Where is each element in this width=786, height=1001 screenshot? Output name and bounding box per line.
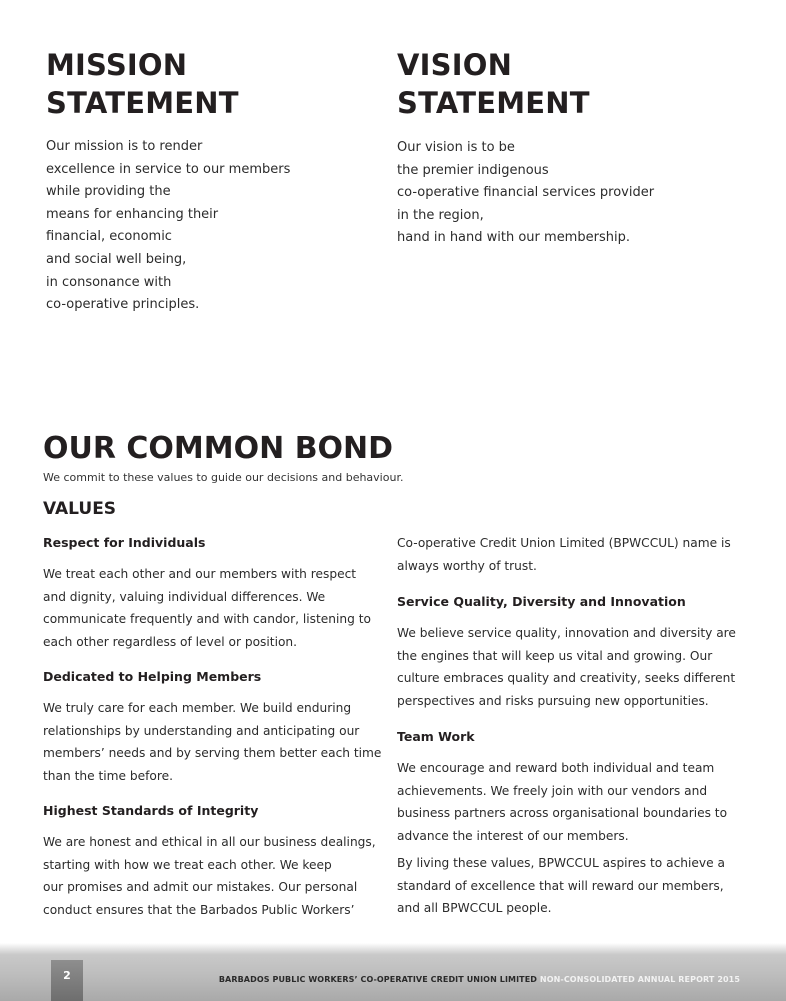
values-right-column [397, 532, 742, 920]
vision-title [397, 46, 590, 122]
value-line: and all BPWCCUL people. [397, 901, 552, 915]
value-line: achievements. We freely join with our vendors and [397, 783, 708, 798]
value-line: members’ needs and by serving them better each time [43, 746, 382, 760]
footer-report-name: NON-CONSOLIDATED ANNUAL REPORT 2015 [539, 975, 740, 984]
value-line: and dignity, valuing individual differences. We [43, 589, 326, 604]
value-line: than the time before. [43, 768, 173, 783]
mission-title-line: MISSION [46, 48, 188, 82]
value-line: Co-operative Credit Union Limited (BPWCCUL) name is [397, 536, 731, 550]
mission-line: financial, economic [46, 229, 172, 245]
footer-text [219, 975, 740, 984]
value-line: We truly care for each member. We build enduring [43, 701, 352, 715]
value-line: We treat each other and our members with respect [43, 567, 357, 581]
mission-line: and social well being, [46, 251, 187, 267]
value-line: culture embraces quality and creativity, seeks different [397, 671, 736, 685]
value-text [43, 563, 388, 653]
value-line: communicate frequently and with candor, listening to [43, 612, 371, 626]
common-bond-subtitle: We commit to these values to guide our decisions and behaviour. [43, 471, 404, 484]
vision-line: Our vision is to be [397, 140, 515, 155]
common-bond-title: OUR COMMON BOND [43, 431, 394, 466]
value-line: each other regardless of level or position. [43, 634, 298, 649]
value-line: the engines that will keep us vital and growing. Our [397, 648, 713, 663]
value-helping-members [43, 668, 388, 787]
vision-title-line: VISION [397, 48, 513, 82]
value-line: conduct ensures that the Barbados Public Workers’ [43, 902, 355, 917]
value-line: We are honest and ethical in all our business dealings, [43, 835, 376, 849]
value-text [397, 757, 742, 847]
value-line: By living these values, BPWCCUL aspires to achieve a [397, 856, 725, 870]
value-text [43, 831, 388, 921]
value-line: We believe service quality, innovation and diversity are [397, 626, 736, 640]
value-line: starting with how we treat each other. We keep [43, 857, 332, 872]
mission-line: means for enhancing their [46, 206, 219, 222]
page-number: 2 [51, 960, 83, 1001]
footer-org-name: BARBADOS PUBLIC WORKERS’ CO-OPERATIVE CREDIT UNION LIMITED [218, 975, 538, 984]
value-heading: Respect for Individuals [43, 535, 206, 550]
value-heading: Highest Standards of Integrity [43, 803, 259, 818]
value-heading: Team Work [397, 729, 475, 744]
mission-line: excellence in service to our members [46, 161, 291, 177]
value-text [43, 697, 388, 787]
vision-line: the premier indigenous [397, 162, 549, 178]
value-line: standard of excellence that will reward our members, [397, 878, 724, 893]
value-line: our promises and admit our mistakes. Our personal [43, 880, 358, 894]
value-respect [43, 534, 388, 653]
vision-text [397, 137, 654, 250]
value-team-work [397, 728, 742, 847]
vision-line: in the region, [397, 207, 484, 223]
values-heading: VALUES [43, 499, 117, 519]
value-line: We encourage and reward both individual and team [397, 761, 715, 775]
value-line: always worthy of trust. [397, 558, 537, 573]
mission-line: while providing the [46, 184, 171, 200]
value-service-quality [397, 593, 742, 712]
mission-title [46, 46, 239, 122]
value-line: advance the interest of our members. [397, 828, 629, 843]
value-heading: Service Quality, Diversity and Innovation [397, 594, 686, 609]
values-left-column [43, 534, 388, 921]
value-line: relationships by understanding and anticipating our [43, 723, 360, 738]
value-continuation-text [397, 532, 742, 577]
value-line: business partners across organisational boundaries to [397, 806, 728, 820]
value-integrity [43, 802, 388, 921]
mission-line: co-operative principles. [46, 297, 200, 313]
vision-line: hand in hand with our membership. [397, 230, 630, 246]
vision-title-line: STATEMENT [397, 86, 590, 120]
vision-line: co-operative financial services provider [397, 185, 655, 201]
mission-text [46, 136, 290, 317]
value-heading: Dedicated to Helping Members [43, 669, 262, 684]
mission-title-line: STATEMENT [46, 86, 239, 120]
value-line: perspectives and risks pursuing new opportunities. [397, 693, 709, 708]
mission-line: Our mission is to render [46, 139, 203, 154]
values-closing-text [397, 852, 742, 920]
value-text [397, 622, 742, 712]
mission-line: in consonance with [46, 274, 172, 290]
footer-band [0, 943, 786, 1001]
